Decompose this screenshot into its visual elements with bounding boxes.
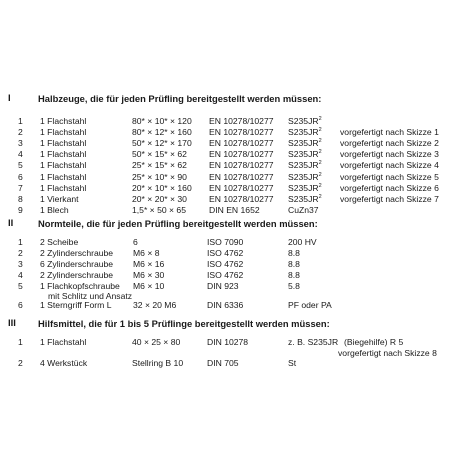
row-quantity-item: 1 Vierkant [40, 194, 79, 204]
row-standard: ISO 4762 [207, 248, 244, 258]
row-standard: EN 10278/10277 [209, 194, 274, 204]
row-standard: ISO 4762 [207, 270, 244, 280]
row-dimensions: 25* × 10* × 90 [132, 172, 187, 182]
section-1-number: I [8, 93, 11, 104]
row-standard: EN 10278/10277 [209, 172, 274, 182]
row-material: CuZn37 [288, 205, 319, 215]
row-dimensions: 80* × 12* × 160 [132, 127, 192, 137]
row-position: 2 [18, 358, 23, 368]
row-position: 2 [18, 127, 23, 137]
row-material: 5.8 [288, 281, 300, 291]
section-1-title: Halbzeuge, die für jeden Prüfling bereitgestellt werden müssen: [38, 93, 322, 104]
row-material: St [288, 358, 297, 368]
row-position: 7 [18, 183, 23, 193]
row-quantity-item: 1 Flachstahl [40, 172, 87, 182]
row-note: vorgefertigt nach Skizze 7 [340, 194, 439, 204]
row-position: 5 [18, 281, 23, 291]
row-note-continued: vorgefertigt nach Skizze 8 [338, 348, 437, 358]
row-position: 3 [18, 138, 23, 148]
row-dimensions: 50* × 12* × 170 [132, 138, 192, 148]
row-position: 9 [18, 205, 23, 215]
row-dimensions: 80* × 10* × 120 [132, 116, 192, 126]
row-position: 2 [18, 248, 23, 258]
row-quantity-item: 1 Flachstahl [40, 160, 87, 170]
row-quantity-item: 2 Zylinderschraube [40, 248, 114, 258]
row-material-footnote: 2 [318, 194, 322, 200]
row-dimensions: Stellring B 10 [132, 358, 184, 368]
row-quantity-item: 2 Scheibe [40, 237, 79, 247]
row-quantity-item: 1 Flachstahl [40, 149, 87, 159]
row-standard: DIN EN 1652 [209, 205, 260, 215]
row-standard: EN 10278/10277 [209, 183, 274, 193]
row-note: vorgefertigt nach Skizze 2 [340, 138, 439, 148]
row-material: $S235JR^2$ [288, 172, 322, 182]
row-material-footnote: 2 [318, 183, 322, 189]
row-quantity-item: 2 Zylinderschraube [40, 270, 114, 280]
row-note: vorgefertigt nach Skizze 3 [340, 149, 439, 159]
row-material: 8.8 [288, 270, 300, 280]
row-note: vorgefertigt nach Skizze 6 [340, 183, 439, 193]
row-note: vorgefertigt nach Skizze 4 [340, 160, 439, 170]
row-standard: DIN 10278 [207, 337, 249, 347]
row-standard: DIN 923 [207, 281, 239, 291]
row-standard: ISO 4762 [207, 259, 244, 269]
section-2-title: Normteile, die für jeden Prüfling bereitgestellt werden müssen: [38, 218, 318, 229]
row-quantity-item: 1 Sterngriff Form L [40, 300, 112, 310]
row-standard: EN 10278/10277 [209, 149, 274, 159]
row-dimensions: 25* × 15* × 62 [132, 160, 187, 170]
section-3-number: III [8, 318, 16, 329]
row-position: 6 [18, 172, 23, 182]
row-standard: ISO 7090 [207, 237, 244, 247]
row-standard: EN 10278/10277 [209, 138, 274, 148]
row-material-footnote: 2 [318, 160, 322, 166]
row-position: 4 [18, 149, 23, 159]
row-material: $S235JR^2$ [288, 138, 322, 148]
row-dimensions: M6 × 10 [133, 281, 165, 291]
row-dimensions: 32 × 20 M6 [133, 300, 177, 310]
row-quantity-item: 1 Flachstahl [40, 116, 87, 126]
row-dimensions: 6 [133, 237, 138, 247]
row-position: 1 [18, 237, 23, 247]
row-standard: EN 10278/10277 [209, 116, 274, 126]
row-position: 3 [18, 259, 23, 269]
row-material: $S235JR^2$ [288, 127, 322, 137]
section-2-number: II [8, 218, 14, 229]
row-position: 4 [18, 270, 23, 280]
row-position: 8 [18, 194, 23, 204]
row-dimensions: M6 × 8 [133, 248, 160, 258]
row-material-footnote: 2 [318, 172, 322, 178]
row-material-footnote: 2 [318, 138, 322, 144]
row-quantity-item: 1 Flachkopfschraube [40, 281, 120, 291]
row-dimensions: 20* × 20* × 30 [132, 194, 187, 204]
row-material: $S235JR^2$ [288, 194, 322, 204]
row-material: 200 HV [288, 237, 317, 247]
row-material: PF oder PA [288, 300, 332, 310]
row-quantity-item: 1 Flachstahl [40, 337, 87, 347]
row-standard: DIN 705 [207, 358, 239, 368]
row-material: $S235JR^2$ [288, 149, 322, 159]
row-position: 1 [18, 337, 23, 347]
row-material: 8.8 [288, 248, 300, 258]
row-quantity-item: 6 Zylinderschraube [40, 259, 114, 269]
row-position: 1 [18, 116, 23, 126]
row-material: $S235JR^2$ [288, 160, 322, 170]
row-quantity-item: 1 Blech [40, 205, 69, 215]
row-standard: EN 10278/10277 [209, 160, 274, 170]
row-position: 5 [18, 160, 23, 170]
row-material-footnote: 2 [318, 149, 322, 155]
row-quantity-item: 4 Werkstück [40, 358, 88, 368]
row-material: $S235JR^2$ [288, 183, 322, 193]
row-standard: DIN 6336 [207, 300, 244, 310]
row-dimensions: 20* × 10* × 160 [132, 183, 192, 193]
row-dimensions: 40 × 25 × 80 [132, 337, 181, 347]
row-position: 6 [18, 300, 23, 310]
row-note: vorgefertigt nach Skizze 1 [340, 127, 439, 137]
row-dimensions: 1,5* × 50 × 65 [132, 205, 186, 215]
row-material: $S235JR^2$ [288, 116, 322, 126]
row-standard: EN 10278/10277 [209, 127, 274, 137]
row-note: vorgefertigt nach Skizze 5 [340, 172, 439, 182]
row-note: (Biegehilfe) R 5 [344, 337, 404, 347]
row-quantity-item-continued: mit Schlitz und Ansatz [48, 291, 133, 301]
row-quantity-item: 1 Flachstahl [40, 183, 87, 193]
row-material: z. B. S235JR [288, 337, 339, 347]
row-quantity-item: 1 Flachstahl [40, 127, 87, 137]
row-dimensions: 50* × 15* × 62 [132, 149, 187, 159]
section-3-title: Hilfsmittel, die für 1 bis 5 Prüflinge bereitgestellt werden müssen: [38, 318, 330, 329]
row-dimensions: M6 × 16 [133, 259, 165, 269]
row-material: 8.8 [288, 259, 300, 269]
row-material-footnote: 2 [318, 116, 322, 122]
row-dimensions: M6 × 30 [133, 270, 165, 280]
row-quantity-item: 1 Flachstahl [40, 138, 87, 148]
row-material-footnote: 2 [318, 127, 322, 133]
